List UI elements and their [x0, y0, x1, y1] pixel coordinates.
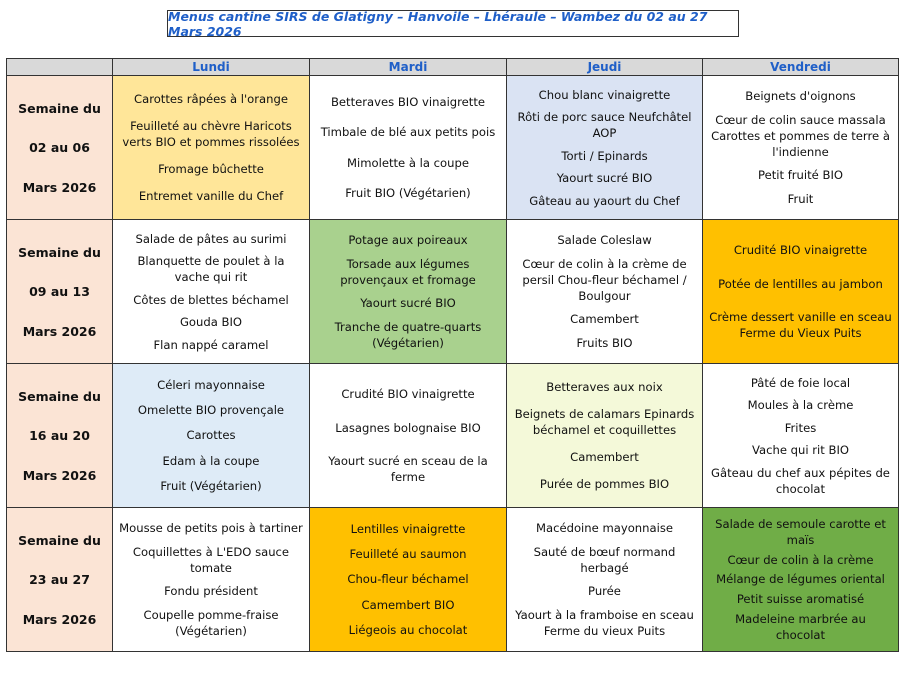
week-label-line: Semaine du: [18, 532, 101, 548]
menu-cell-jeudi: [507, 76, 703, 220]
menu-item: Flan nappé caramel: [153, 337, 269, 352]
week-label-cell: [7, 364, 113, 508]
week-label-cell: [7, 508, 113, 652]
menu-item: Mousse de petits pois à tartiner: [119, 520, 303, 535]
menu-item: Camembert: [570, 450, 639, 464]
menu-item: Petit fruité BIO: [758, 168, 843, 183]
menu-item: Lasagnes bolognaise BIO: [335, 420, 481, 435]
menu-item: Betteraves aux noix: [546, 380, 663, 394]
menu-cell-vendredi: [703, 76, 899, 220]
menu-item: Tranche de quatre-quarts (Végétarien): [334, 320, 482, 351]
week-row: [7, 76, 899, 220]
week-label-line: 09 au 13: [29, 284, 90, 299]
menu-cell-vendredi: [703, 364, 899, 508]
menu-item: Macédoine mayonnaise: [535, 520, 673, 535]
menu-item: Gouda BIO: [179, 315, 243, 329]
menu-item: Vache qui rit BIO: [751, 443, 849, 457]
menu-item: Cœur de colin à la crème de persil Chou-fleur béchamel / Boulgour: [522, 256, 687, 303]
menu-item: Rôti de porc sauce Neufchâtel AOP: [517, 110, 692, 140]
menu-cell-mardi: [310, 76, 507, 220]
menu-item: Coupelle pomme-fraise (Végétarien): [143, 608, 279, 639]
week-row: [7, 364, 899, 508]
menu-cell-vendredi: [703, 508, 899, 652]
menu-item: Salade de semoule carotte et maïs: [715, 516, 886, 547]
menu-item: Feuilleté au saumon: [349, 547, 467, 562]
menu-item: Yaourt sucré BIO: [556, 171, 653, 185]
menu-item: Chou blanc vinaigrette: [538, 87, 671, 102]
menu-item: Lentilles vinaigrette: [350, 522, 466, 537]
menu-item: Beignets d'oignons: [745, 88, 856, 103]
menu-cell-lundi: [113, 76, 310, 220]
menu-item: Petit suisse aromatisé: [736, 592, 865, 607]
menu-item: Yaourt sucré en sceau de la ferme: [328, 454, 488, 485]
menu-item: Côtes de blettes béchamel: [133, 292, 289, 307]
menu-item: Mimolette à la coupe: [347, 155, 469, 170]
menu-item: Fondu président: [164, 584, 258, 599]
header-corner: [7, 59, 113, 76]
menu-item: Salade de pâtes au surimi: [135, 231, 287, 246]
menu-item: Camembert BIO: [361, 597, 455, 612]
menu-item: Frites: [784, 420, 817, 435]
week-row: [7, 220, 899, 364]
menu-item: Carottes râpées à l'orange: [134, 92, 288, 106]
menu-item: Fruits BIO: [576, 336, 633, 351]
menu-item: Fruit (Végétarien): [160, 478, 262, 493]
menu-cell-lundi: [113, 220, 310, 364]
menu-item: Cœur de colin à la crème: [727, 552, 874, 567]
menu-item: Crudité BIO vinaigrette: [341, 386, 475, 401]
day-header-jeudi: Jeudi: [507, 59, 703, 76]
week-label-line: Mars 2026: [22, 179, 97, 195]
menu-item: Torsade aux légumes provençaux et fromage: [340, 256, 476, 287]
menu-item: Purée de pommes BIO: [539, 477, 670, 491]
menu-table: [6, 58, 899, 652]
menu-cell-lundi: [113, 364, 310, 508]
menu-item: Timbale de blé aux petits pois: [320, 125, 496, 140]
menu-item: Camembert: [570, 312, 639, 327]
menu-item: Blanquette de poulet à la vache qui rit: [137, 254, 285, 284]
menu-item: Pâté de foie local: [750, 375, 851, 390]
menu-cell-jeudi: [507, 364, 703, 508]
week-label-line: Mars 2026: [22, 611, 97, 627]
menu-cell-mardi: [310, 508, 507, 652]
menu-title-text: Menus cantine SIRS de Glatigny – Hanvoile – Lhéraule – Wambez du 02 au 27 Mars 2026: [168, 8, 708, 39]
day-header-row: [7, 59, 899, 76]
week-label-line: Semaine du: [18, 244, 101, 260]
menu-cell-jeudi: [507, 508, 703, 652]
menu-item: Fruit: [787, 192, 814, 207]
menu-item: Carottes: [186, 428, 236, 443]
menu-item: Gâteau au yaourt du Chef: [529, 193, 680, 208]
menu-item: Torti / Epinards: [561, 148, 648, 163]
menu-title: [167, 10, 739, 37]
menu-item: Crème dessert vanille en sceau Ferme du Vieux Puits: [709, 310, 892, 341]
menu-item: Omelette BIO provençale: [137, 403, 285, 418]
week-label-line: Mars 2026: [22, 323, 97, 339]
menu-item: Sauté de bœuf normand herbagé: [533, 544, 676, 575]
menu-item: Madeleine marbrée au chocolat: [735, 612, 866, 643]
menu-item: Céleri mayonnaise: [157, 378, 265, 393]
menu-item: Salade Coleslaw: [557, 232, 652, 247]
menu-item: Cœur de colin sauce massala Carottes et pommes de terre à l'indienne: [711, 112, 890, 159]
menu-cell-mardi: [310, 220, 507, 364]
menu-item: Fromage bûchette: [158, 162, 264, 176]
week-label-cell: [7, 76, 113, 220]
week-row: [7, 508, 899, 652]
menu-cell-lundi: [113, 508, 310, 652]
week-label-line: 16 au 20: [29, 428, 90, 443]
menu-item: Coquillettes à L'EDO sauce tomate: [132, 544, 290, 575]
day-header-mardi: Mardi: [310, 59, 507, 76]
menu-item: Potage aux poireaux: [348, 232, 468, 247]
menu-item: Potée de lentilles au jambon: [718, 276, 883, 291]
menu-item: Beignets de calamars Epinards béchamel et coquillettes: [514, 407, 695, 437]
day-header-lundi: Lundi: [113, 59, 310, 76]
menu-item: Edam à la coupe: [162, 453, 260, 468]
menu-item: Yaourt sucré BIO: [360, 296, 456, 311]
day-header-vendredi: Vendredi: [703, 59, 899, 76]
menu-item: Crudité BIO vinaigrette: [733, 242, 868, 257]
week-label-line: 02 au 06: [29, 140, 90, 155]
menu-item: Fruit BIO (Végétarien): [345, 185, 471, 200]
menu-cell-jeudi: [507, 220, 703, 364]
week-label-line: 23 au 27: [29, 572, 90, 587]
week-label-line: Semaine du: [18, 100, 101, 116]
menu-cell-vendredi: [703, 220, 899, 364]
menu-item: Purée: [588, 584, 621, 599]
menu-item: Yaourt à la framboise en sceau Ferme du vieux Puits: [515, 608, 694, 639]
menu-item: Chou-fleur béchamel: [347, 572, 469, 587]
week-label-cell: [7, 220, 113, 364]
menu-cell-mardi: [310, 364, 507, 508]
week-label-line: Semaine du: [18, 388, 101, 404]
menu-item: Moules à la crème: [747, 398, 854, 412]
menu-item: Liégeois au chocolat: [348, 622, 468, 637]
menu-item: Gâteau du chef aux pépites de chocolat: [711, 465, 890, 496]
menu-item: Entremet vanille du Chef: [138, 189, 284, 203]
week-label-line: Mars 2026: [22, 467, 97, 483]
menu-item: Betteraves BIO vinaigrette: [330, 95, 486, 110]
menu-item: Mélange de légumes oriental: [716, 572, 885, 587]
menu-item: Feuilleté au chèvre Haricots verts BIO et pommes rissolées: [122, 119, 300, 149]
